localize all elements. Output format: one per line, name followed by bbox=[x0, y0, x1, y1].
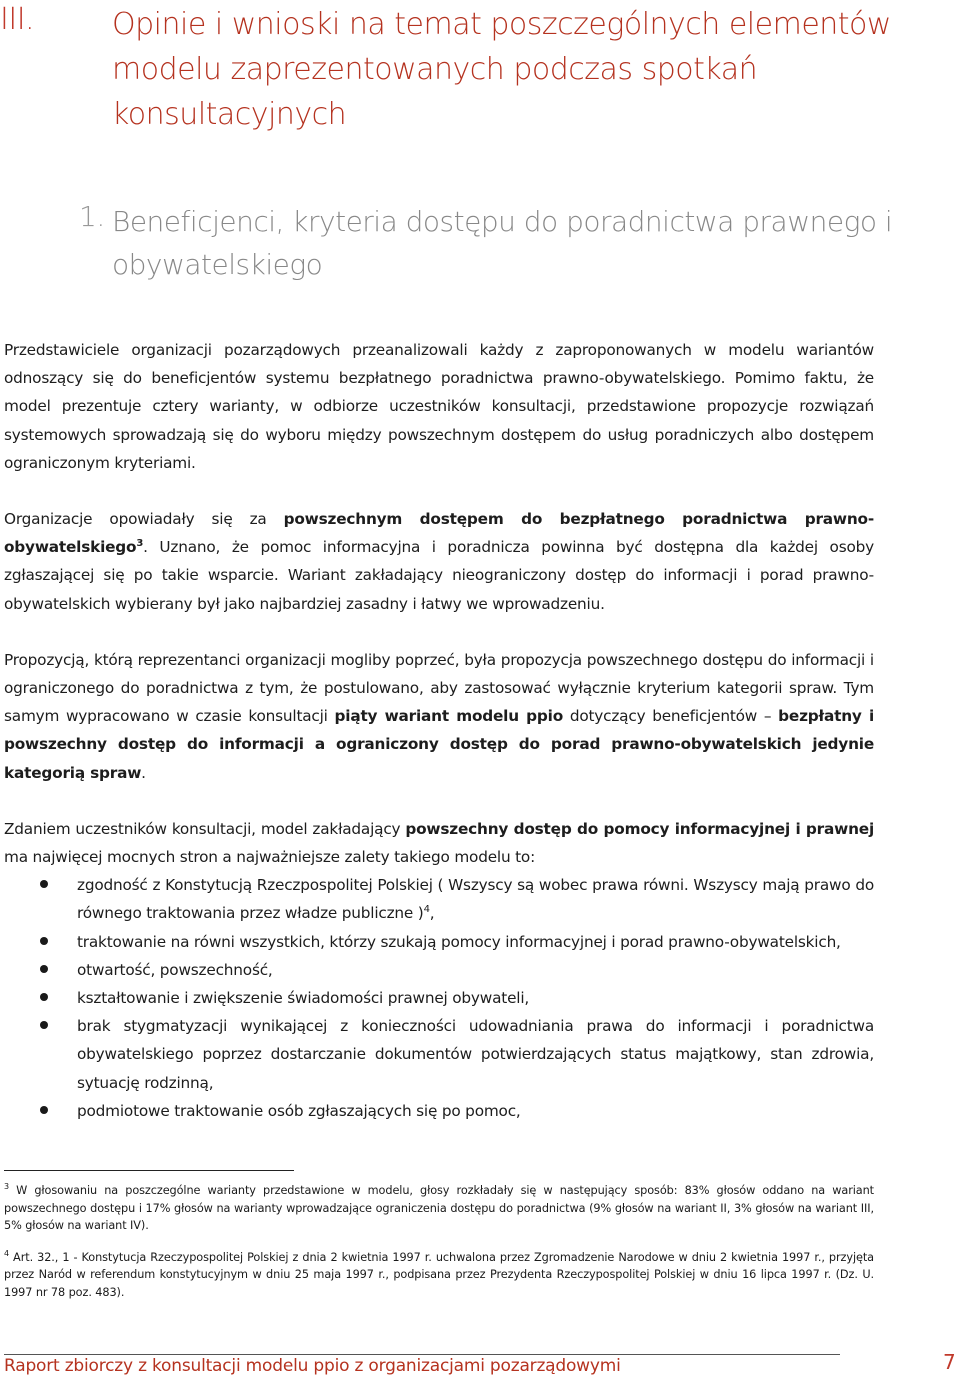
footnotes bbox=[4, 1182, 874, 1315]
paragraph-3-text-c: dotyczący beneficjentów – bbox=[563, 707, 779, 726]
paragraph-1: Przedstawiciele organizacji pozarządowych przeanalizowali każdy z zaproponowanych w modelu wariantów odnoszący się do beneficjentów systemu bezpłatnego poradnictwa prawno-obywatelskiego. Pomimo faktu, że model prezentuje cztery warianty, w odbiorze uczestników konsultacji, przedstawione propozycje rozwiązań systemowych sprowadzają się do wyboru między powszechnym dostępem do usług poradniczych albo dostępem ograniczonym kryteriami. bbox=[4, 341, 874, 472]
bullet-icon bbox=[40, 1106, 48, 1114]
list-item-text: zgodność z Konstytucją Rzeczpospolitej Polskiej ( Wszyscy są wobec prawa równi. Wszyscy mają prawo do równego traktowania przez władze publiczne ) bbox=[77, 876, 874, 923]
paragraph-3-text-a: Propozycją, którą reprezentanci organizacji mogliby poprzeć, była propozycja powszechnego dostępu do informacji i ograniczonego do poradnictwa z tym, że postulowano, aby zastosować wyłącznie kryterium kategorii spraw. Tym samym wypracowano w czasie konsultacji bbox=[4, 650, 874, 726]
list-item bbox=[4, 1097, 874, 1125]
footnote-ref-3[interactable]: 3 bbox=[136, 538, 144, 550]
paragraph-4-bold: powszechny dostęp do pomocy informacyjnej i prawnej bbox=[405, 819, 874, 838]
footer-divider bbox=[4, 1354, 840, 1355]
paragraph-3 bbox=[4, 646, 874, 787]
paragraph-4-text-c: ma najwięcej mocnych stron a najważniejsze zalety takiego modelu to: bbox=[4, 848, 536, 867]
footnote-number-3: 3 bbox=[4, 1182, 9, 1192]
paragraph-2-text-c: . Uznano, że pomoc informacyjna i poradnicza powinna być dostępna dla każdej osoby zgłaszającej się po takie wsparcie. Wariant zakładający nieograniczony dostęp do informacji i porad prawno-obywatelskich wybierany był jako najbardziej zasadny i łatwy we wprowadzeniu. bbox=[4, 538, 874, 613]
list-item-text: brak stygmatyzacji wynikającej z konieczności udowadniania prawa do informacji i poradnictwa obywatelskiego poprzez dostarczanie dokumentów potwierdzających status majątkowy, stan zdrowia, sytuację rodzinną, bbox=[77, 1017, 874, 1092]
section-number: III. bbox=[0, 2, 35, 37]
list-item-text-end: , bbox=[429, 904, 435, 923]
page-number: 7 bbox=[943, 1350, 956, 1374]
bullet-icon bbox=[40, 937, 48, 945]
bullet-icon bbox=[40, 1021, 48, 1029]
list-item bbox=[4, 956, 874, 984]
list-item bbox=[4, 928, 874, 956]
bullet-icon bbox=[40, 880, 48, 888]
footnote-4-text: Art. 32., 1 - Konstytucja Rzeczypospolitej Polskiej z dnia 2 kwietnia 1997 r. uchwalona przez Zgromadzenie Narodowe w dniu 2 kwietnia 1997 r., przyjęta przez Naród w referendum konstytucyjnym w dniu 25 maja 1997 r., podpisana przez Prezydenta Rzeczypospolitej Polskiej w dniu 16 lipca 1997 r. (Dz. U. 1997 nr 78 poz. 483). bbox=[4, 1250, 874, 1299]
paragraph-4-text-a: Zdaniem uczestników konsultacji, model zakładający bbox=[4, 819, 406, 838]
paragraph-2-bold: powszechnym dostępem do bezpłatnego poradnictwa prawno-obywatelskiego bbox=[4, 510, 875, 557]
footnote-3 bbox=[4, 1182, 874, 1235]
paragraph-3-bold-variant: piąty wariant modelu ppio bbox=[334, 707, 564, 726]
paragraph-2 bbox=[4, 505, 874, 618]
bullet-icon bbox=[40, 993, 48, 1001]
footer-title: Raport zbiorczy z konsultacji modelu ppio z organizacjami pozarządowymi bbox=[4, 1356, 621, 1376]
paragraph-3-text-e: . bbox=[141, 763, 146, 782]
advantages-list bbox=[4, 871, 874, 1125]
section-title: Opinie i wnioski na temat poszczególnych elementów modelu zaprezentowanych podczas spotkań konsultacyjnych bbox=[112, 7, 891, 132]
footnote-number-4: 4 bbox=[4, 1248, 9, 1258]
paragraph-3-bold-access: bezpłatny i powszechny dostęp do informacji a ograniczony dostęp do porad prawno-obywatelskich jedynie kategorią spraw bbox=[4, 707, 875, 782]
paragraph-4 bbox=[4, 815, 874, 871]
paragraph-2-text-a: Organizacje opowiadały się za bbox=[4, 510, 284, 529]
list-item-text: podmiotowe traktowanie osób zgłaszających się po pomoc, bbox=[77, 1101, 521, 1120]
subsection-number: 1. bbox=[79, 200, 105, 233]
footnote-4 bbox=[4, 1249, 874, 1302]
list-item bbox=[4, 1012, 874, 1097]
footnote-3-text: W głosowaniu na poszczególne warianty przedstawione w modelu, głosy rozkładały się w następujący sposób: 83% głosów oddano na wariant powszechnego dostępu i 17% głosów na warianty wprowadzające ograniczenia dostępu do poradnictwa (9% głosów na wariant II, 3% głosów na wariant III, 5% głosów na wariant IV). bbox=[4, 1184, 874, 1232]
list-item-text: kształtowanie i zwiększenie świadomości prawnej obywateli, bbox=[77, 989, 530, 1008]
bullet-icon bbox=[40, 965, 48, 973]
footnote-ref-4[interactable]: 4 bbox=[423, 904, 430, 916]
list-item bbox=[4, 984, 874, 1012]
footnote-divider bbox=[4, 1170, 294, 1171]
list-item-text: traktowanie na równi wszystkich, którzy szukają pomocy informacyjnej i porad prawno-obywatelskich, bbox=[77, 932, 841, 951]
subsection-title: Beneficjenci, kryteria dostępu do poradnictwa prawnego i obywatelskiego bbox=[112, 205, 893, 281]
main-body bbox=[4, 336, 874, 1125]
list-item-text: otwartość, powszechność, bbox=[77, 960, 273, 979]
list-item bbox=[4, 871, 874, 927]
